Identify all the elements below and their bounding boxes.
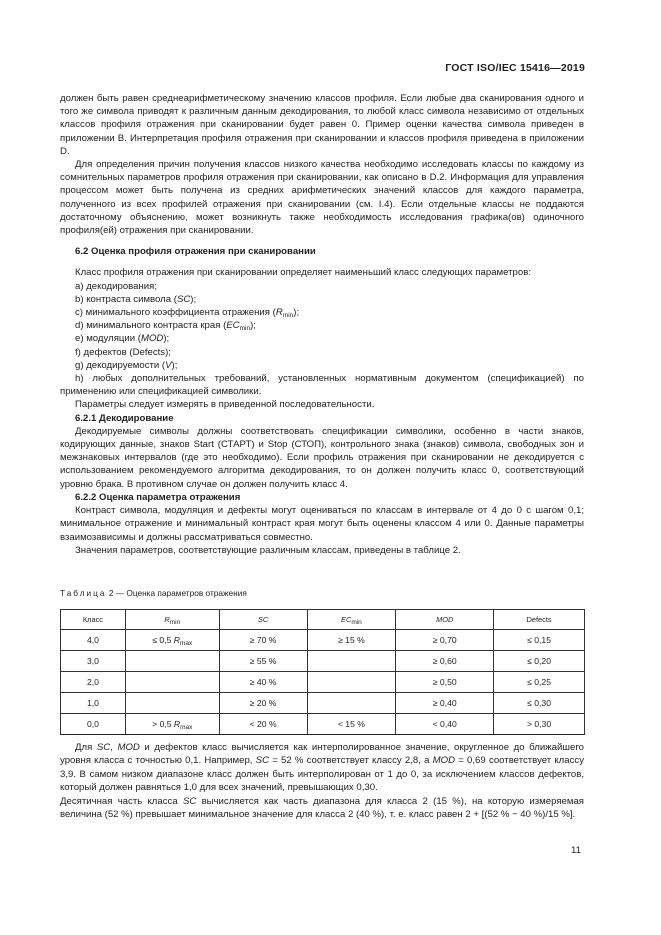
table-row [61,714,585,735]
cell-defects: ≤ 0,25 [494,672,585,693]
paragraph-interpolation: Для SC, MOD и дефектов класс вычисляется как интерполированное значение, округленное до ближайшего уровня класса с точностью 0,1. Например, SC = 52 % соответствует классу 2,8, а MOD = 0,69 соответствует классу 3,9. В самом низком диапазоне класс должен быть интерполирован от 1 до 0, за исключением классов дефектов, который должен равняться 1,0 для всех значений, превышающих 0,30. [60,742,584,794]
header-ecmin: $EC_{min}$ [307,610,396,630]
table-row [61,651,585,672]
document-id-header: ГОСТ ISO/IEC 15416—2019 [445,62,585,74]
page-number: 11 [571,845,581,856]
cell-defects: > 0,30 [494,714,585,735]
cell-ecmin [307,651,396,672]
table-row [61,672,585,693]
cell-mod: < 0,40 [396,714,494,735]
list-item-h: h) любых дополнительных требований, установленных нормативным документом (спецификацией) по применению или спецификацией символики. [60,373,584,398]
cell-grade: 2,0 [61,672,126,693]
table-row [61,630,585,651]
cell-grade: 4,0 [61,630,126,651]
cell-rmin: > 0,5 $R_{max}$ [125,714,219,735]
table-caption: Таблица 2 — Оценка параметров отражения [60,588,247,598]
paragraph-order: Параметры следует измерять в приведенной последовательности. [75,399,375,411]
section-6-2-intro: Класс профиля отражения при сканировании определяет наименьший класс следующих параметров: [75,267,531,279]
cell-ecmin [307,672,396,693]
cell-defects: ≤ 0,15 [494,630,585,651]
list-item-c: c) минимального коэффициента отражения $(R_{min})$; [75,307,300,320]
reflectance-grades-table [60,609,585,735]
cell-grade: 0,0 [61,714,126,735]
cell-ecmin: < 15 % [307,714,396,735]
section-6-2-2-table-ref: Значения параметров, соответствующие различным классам, приведены в таблице 2. [75,544,461,556]
cell-mod: ≥ 0,50 [396,672,494,693]
cell-rmin [125,672,219,693]
paragraph-profile-grade: должен быть равен среднеарифметическому значению классов профиля. Если любые два сканирования одного и того же символа приводят к различным данным декодирования, то любой класс символа независимо от отдельных классов профиля отражения при сканировании будет равен 0. Пример оценки качества символа приведен в приложении В. Интерпретация профиля отражения при сканировании и классов профиля приведена в приложении D. [60,93,584,157]
cell-defects: ≤ 0,30 [494,693,585,714]
cell-mod: ≥ 0,70 [396,630,494,651]
section-6-2-2-text: Контраст символа, модуляция и дефекты могут оцениваться по классам в интервале от 4 до 0 с шагом 0,1; минимальное отражение и минимальный контраст края могут быть оценены классом 4 или 0. Данные параметры взаимозависимы и должны рассматриваться совместно. [60,505,584,543]
cell-sc: ≥ 55 % [219,651,307,672]
cell-rmin [125,651,219,672]
list-item-f: f) дефектов (Defects); [75,346,171,358]
header-rmin: $R_{min}$ [125,610,219,630]
cell-rmin: ≤ 0,5 $R_{max}$ [125,630,219,651]
body-text [60,92,584,557]
list-item-g: g) декодируемости (V); [75,359,178,371]
header-defects: Defects [494,610,585,630]
cell-ecmin [307,693,396,714]
paragraph-decimal-part: Десятичная часть класса SC вычисляется как часть диапазона для класса 2 (15 %), на которую измеряемая величина (52 %) превышает минимальное значение для класса 2 (40 %), т. е. класс равен 2 + [(52 % − 40 %)/15 %]. [60,795,584,821]
cell-ecmin: ≥ 15 % [307,630,396,651]
cell-sc: ≥ 40 % [219,672,307,693]
header-mod: MOD [396,610,494,630]
section-6-2-heading: 6.2 Оценка профиля отражения при сканировании [75,246,316,258]
cell-rmin [125,693,219,714]
cell-grade: 3,0 [61,651,126,672]
list-item-b: b) контраста символа (SC); [75,293,197,305]
header-sc: SC [219,610,307,630]
cell-mod: ≥ 0,40 [396,693,494,714]
list-item-e: e) модуляции (MOD); [75,333,170,345]
cell-sc: ≥ 70 % [219,630,307,651]
after-table-text [60,741,584,821]
cell-defects: ≤ 0,20 [494,651,585,672]
paragraph-low-grade-causes: Для определения причин получения классов низкого качества необходимо исследовать классы по каждому из сомнительных параметров профиля отражения при сканировании, как описано в D.2. Информация для управления процессом может быть получена из средних арифметических значений классов для каждого параметра, полученного из всех профилей отражения при сканировании (см. I.4). Если отдельные классы не поддаются достаточному объяснению, может возникнуть также необходимость исследования графика(ов) одиночного профиля(ей) отражения при сканировании. [60,159,584,237]
cell-grade: 1,0 [61,693,126,714]
cell-sc: ≥ 20 % [219,693,307,714]
cell-sc: < 20 % [219,714,307,735]
table-row [61,693,585,714]
table-header-row [61,610,585,630]
section-6-2-1-text: Декодируемые символы должны соответствовать спецификации символики, особенно в части знаков, кодирующих данные, знаков Start (СТАРТ) и Stop (СТОП), контрольного знака (знаков) символа, свободных зон и межзнаковых интервалов (где это необходимо). Если профиль отражения при сканировании не декодируется с использованием рекомендуемого алгоритма декодирования, то он должен получить класс 0, соответствующий уровню брака. В противном случае он должен получить класс 4. [60,425,584,490]
list-item-a: a) декодирования; [75,280,158,292]
header-grade: Класс [61,610,126,630]
cell-mod: ≥ 0,60 [396,651,494,672]
section-6-2-1-heading: 6.2.1 Декодирование [75,412,174,424]
section-6-2-2-heading: 6.2.2 Оценка параметра отражения [75,491,241,503]
list-item-d: d) минимального контраста края $(EC_{min})$; [75,320,256,333]
